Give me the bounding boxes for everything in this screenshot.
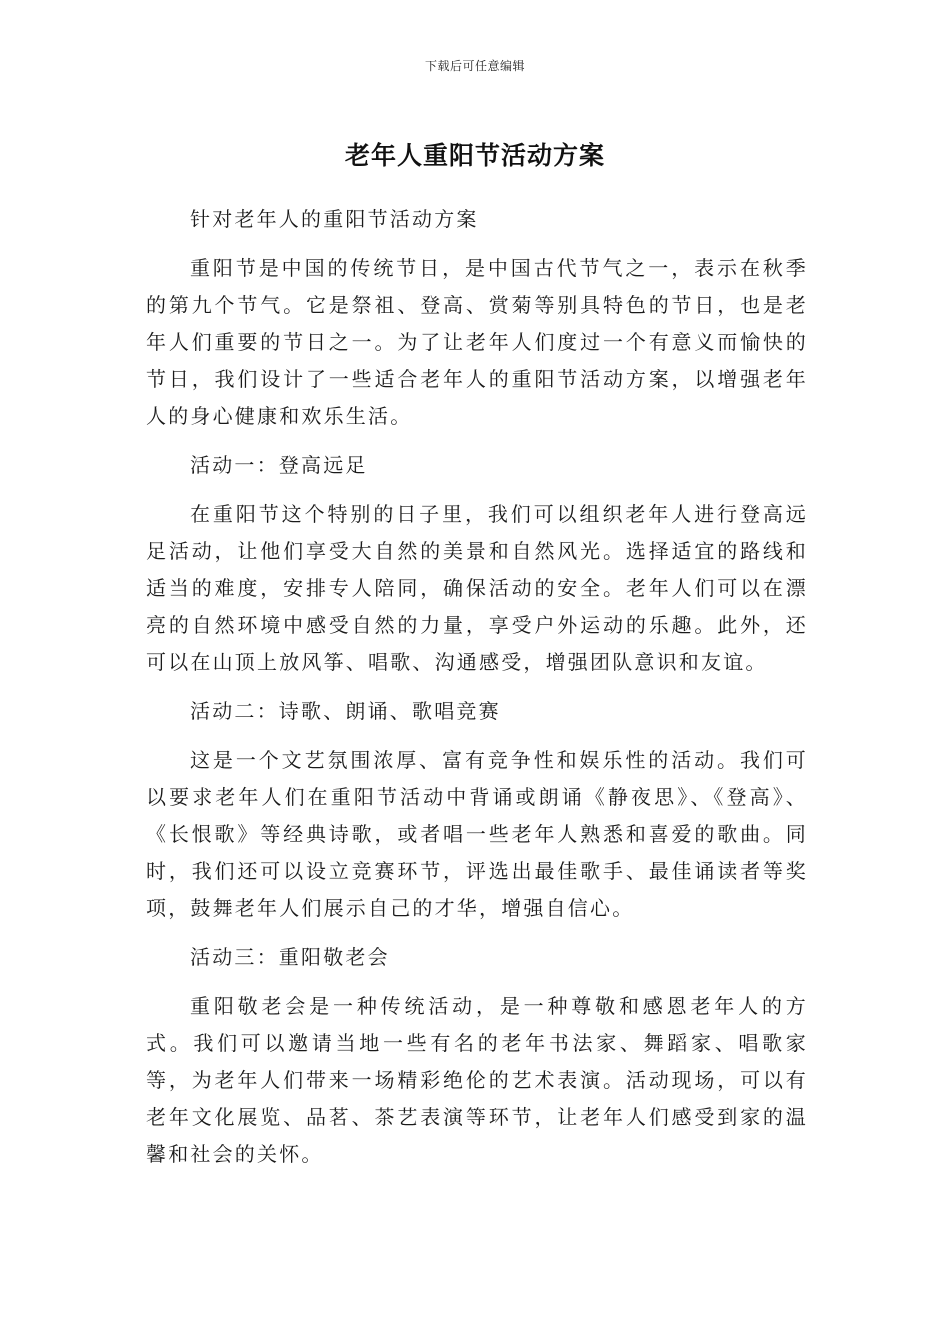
activity-3-paragraph: 重阳敬老会是一种传统活动，是一种尊敬和感恩老年人的方式。我们可以邀请当地一些有名的老年书法家、舞蹈家、唱歌家等，为老年人们带来一场精彩绝伦的艺术表演。活动现场，可以有老年文化展览、品茗、茶艺表演等环节，让老年人们感受到家的温馨和社会的关怀。: [146, 994, 808, 1166]
activity-3-heading: 活动三：重阳敬老会: [190, 945, 390, 969]
document-title: 老年人重阳节活动方案: [344, 141, 605, 170]
header-note: 下载后可任意编辑: [424, 59, 525, 73]
document-body: [146, 201, 808, 1185]
activity-1-paragraph: 在重阳节这个特别的日子里，我们可以组织老年人进行登高远足活动，让他们享受大自然的美景和自然风光。选择适宜的路线和适当的难度，安排专人陪同，确保活动的安全。老年人们可以在漂亮的自然环境中感受自然的力量，享受户外运动的乐趣。此外，还可以在山顶上放风筝、唱歌、沟通感受，增强团队意识和友谊。: [146, 502, 808, 674]
intro-paragraph: 重阳节是中国的传统节日，是中国古代节气之一，表示在秋季的第九个节气。它是祭祖、登高、赏菊等别具特色的节日，也是老年人们重要的节日之一。为了让老年人们度过一个有意义而愉快的节日，我们设计了一些适合老年人的重阳节活动方案，以增强老年人的身心健康和欢乐生活。: [146, 256, 808, 428]
activity-1-heading: 活动一：登高远足: [190, 453, 368, 477]
activity-2-paragraph: 这是一个文艺氛围浓厚、富有竞争性和娱乐性的活动。我们可以要求老年人们在重阳节活动中背诵或朗诵《静夜思》、《登高》、《长恨歌》等经典诗歌，或者唱一些老年人熟悉和喜爱的歌曲。同时，我们还可以设立竞赛环节，评选出最佳歌手、最佳诵读者等奖项，鼓舞老年人们展示自己的才华，增强自信心。: [146, 748, 808, 920]
activity-2-heading: 活动二：诗歌、朗诵、歌唱竞赛: [190, 699, 501, 723]
subtitle-paragraph: 针对老年人的重阳节活动方案: [190, 207, 479, 231]
